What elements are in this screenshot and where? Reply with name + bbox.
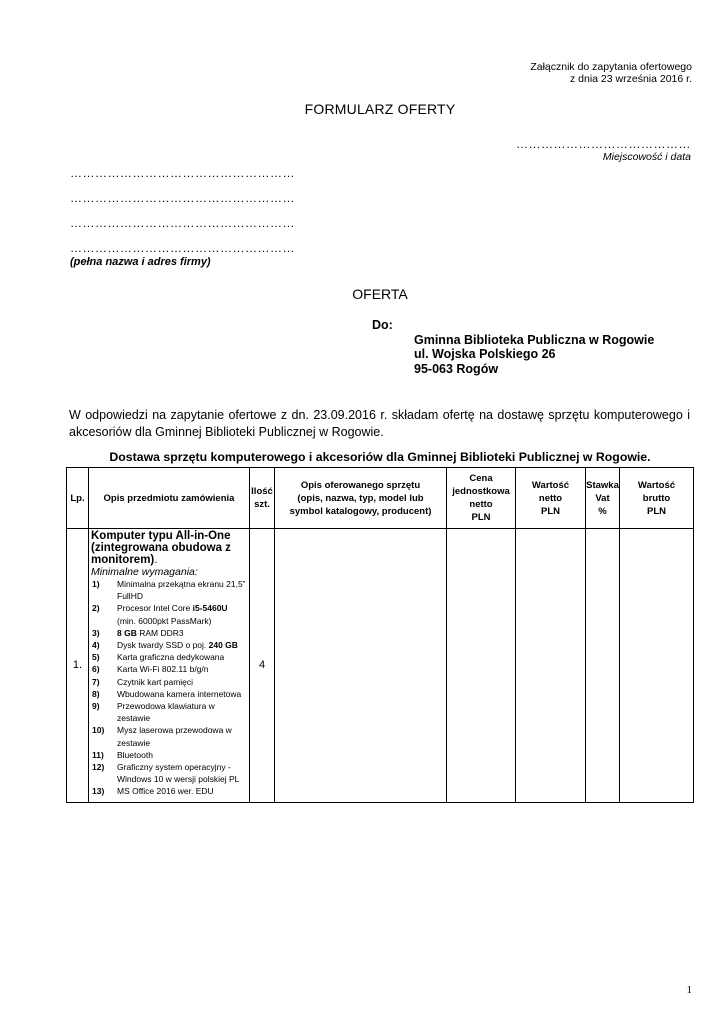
header-lp xyxy=(67,468,89,529)
header-unit-price xyxy=(447,468,516,529)
requirement-item xyxy=(91,578,248,602)
intro-paragraph: W odpowiedzi na zapytanie ofertowe z dn. 23.09.2016 r. składam ofertę na dostawę sprzętu komputerowego i akcesoriów dla Gminnej Biblioteki Publicznej w Rogowie. xyxy=(69,408,690,439)
requirement-text: MS Office 2016 wer. EDU xyxy=(117,786,214,797)
header-net-line-1: Wartość xyxy=(531,479,570,491)
header-description-text: Opis przedmiotu zamówienia xyxy=(103,492,235,504)
header-gross-line-3: PLN xyxy=(647,505,666,517)
header-offered-line-1: Opis oferowanego sprzętu xyxy=(300,479,421,491)
requirement-number: 7) xyxy=(92,676,100,687)
firm-line-4: ……………………………………………… xyxy=(70,241,295,255)
place-date-label: Miejscowość i data xyxy=(602,151,691,163)
recipient-label: Do: xyxy=(372,318,393,332)
header-description xyxy=(89,468,250,529)
table-row xyxy=(67,529,694,803)
requirement-number: 6) xyxy=(92,664,100,675)
requirement-number: 9) xyxy=(92,701,100,712)
requirement-item xyxy=(91,785,248,797)
row-description xyxy=(89,529,250,803)
annex-line-1: Załącznik do zapytania ofertowego xyxy=(530,61,692,73)
header-unit-line-1: Cena xyxy=(469,473,493,484)
table-title: Dostawa sprzętu komputerowego i akcesoriów dla Gminnej Biblioteki Publicznej w Rogowie. xyxy=(109,450,651,464)
requirement-text xyxy=(117,627,248,639)
offer-heading: OFERTA xyxy=(352,286,408,302)
requirement-item xyxy=(91,602,248,626)
requirement-text: Mysz laserowa przewodowa w zestawie xyxy=(117,725,232,748)
requirement-item xyxy=(91,651,248,663)
requirement-text-bold: 8 GB xyxy=(117,627,137,638)
recipient-name: Gminna Biblioteka Publiczna w Rogowie xyxy=(414,333,655,347)
requirement-text: Minimalna przekątna ekranu 21,5” FullHD xyxy=(117,579,246,602)
row-quantity: 4 xyxy=(250,529,275,803)
header-gross-line-2: brutto xyxy=(642,492,671,504)
firm-label: (pełna nazwa i adres firmy) xyxy=(70,256,211,268)
header-gross-value xyxy=(620,468,694,529)
header-vat-rate xyxy=(586,468,620,529)
requirement-text-part: Procesor Intel Core xyxy=(117,603,193,614)
requirement-number: 11) xyxy=(92,749,104,760)
annex-line-2: z dnia 23 września 2016 r. xyxy=(570,73,692,85)
header-vat-line-2: Vat xyxy=(595,492,610,504)
product-name-text: Komputer typu All-in-One (zintegrowana obudowa z monitorem) xyxy=(91,530,231,566)
firm-line-3: ……………………………………………… xyxy=(70,216,295,230)
requirement-number: 10) xyxy=(92,725,105,736)
row-vat-rate-cell[interactable] xyxy=(586,529,620,803)
header-gross-line-1: Wartość xyxy=(637,479,676,491)
requirement-number: 1) xyxy=(92,579,100,589)
requirements-list xyxy=(91,578,248,798)
header-quantity xyxy=(250,468,275,529)
requirement-text-part: RAM DDR3 xyxy=(136,627,184,638)
row-unit-price-cell[interactable] xyxy=(447,529,516,803)
header-quantity-line-1: Ilość xyxy=(251,486,273,497)
min-requirements-label: Minimalne wymagania: xyxy=(91,566,198,578)
requirement-text: Karta graficzna dedykowana xyxy=(117,652,225,663)
requirement-item xyxy=(91,700,248,724)
requirement-item xyxy=(91,627,248,639)
requirement-item xyxy=(91,749,248,761)
row-gross-value-cell[interactable] xyxy=(620,529,694,803)
requirement-text: Wbudowana kamera internetowa xyxy=(117,688,242,699)
firm-line-1: ……………………………………………… xyxy=(70,166,295,180)
row-lp: 1. xyxy=(67,529,89,803)
firm-line-2: ……………………………………………… xyxy=(70,191,295,205)
requirement-item xyxy=(91,761,248,785)
header-unit-line-2: jednostkowa xyxy=(452,486,510,497)
header-unit-line-4: PLN xyxy=(471,512,491,523)
requirement-number: 8) xyxy=(92,688,100,699)
requirement-text: Graficzny system operacyjny - Windows 10 w wersji polskiej PL xyxy=(117,762,240,785)
row-net-value-cell[interactable] xyxy=(516,529,586,803)
requirement-number: 4) xyxy=(92,640,100,651)
requirement-item xyxy=(91,639,248,651)
requirement-item xyxy=(91,688,248,700)
page-number: 1 xyxy=(686,984,692,996)
header-net-line-3: PLN xyxy=(541,505,560,517)
requirement-text: Karta Wi-Fi 802.11 b/g/n xyxy=(117,664,209,675)
recipient-city: 95-063 Rogów xyxy=(414,362,499,376)
header-unit-line-3: netto xyxy=(469,499,493,510)
form-title: FORMULARZ OFERTY xyxy=(304,101,456,117)
requirement-number: 12) xyxy=(92,762,105,773)
header-vat-line-1: Stawka xyxy=(586,479,619,491)
header-quantity-line-2: szt. xyxy=(254,499,270,510)
requirement-number: 5) xyxy=(92,652,100,663)
header-offered-line-2: (opis, nazwa, typ, model lub xyxy=(297,492,424,504)
product-name-suffix: . xyxy=(154,554,158,566)
requirement-text-part: (min. 6000pkt PassMark) xyxy=(117,615,212,626)
place-date-field: …………………………………… xyxy=(516,137,691,151)
header-vat-line-3: % xyxy=(598,505,607,517)
requirement-number: 13) xyxy=(92,786,105,797)
requirement-text-part: Dysk twardy SSD o poj. xyxy=(117,640,209,651)
header-offered-line-3: symbol katalogowy, producent) xyxy=(289,505,432,517)
header-offered-equipment xyxy=(275,468,447,529)
requirement-text: Przewodowa klawiatura w zestawie xyxy=(117,701,215,724)
requirement-text-bold: i5-5460U xyxy=(192,603,228,614)
header-lp-text: Lp. xyxy=(70,492,85,504)
requirement-number: 3) xyxy=(92,627,100,638)
recipient-street: ul. Wojska Polskiego 26 xyxy=(414,347,556,361)
offer-table xyxy=(66,467,694,803)
requirement-text-bold: 240 GB xyxy=(208,640,238,651)
requirement-item xyxy=(91,724,248,748)
header-net-line-2: netto xyxy=(538,492,563,504)
requirement-text xyxy=(117,639,248,651)
row-offered-equipment-cell[interactable] xyxy=(275,529,447,803)
requirement-text: Czytnik kart pamięci xyxy=(117,676,194,687)
product-name xyxy=(91,530,248,566)
requirement-item xyxy=(91,676,248,688)
annex-note xyxy=(530,61,692,85)
requirement-item xyxy=(91,663,248,675)
requirement-text: Bluetooth xyxy=(117,749,153,760)
requirement-text xyxy=(117,602,248,626)
table-header-row xyxy=(67,468,694,529)
requirement-number: 2) xyxy=(92,603,100,614)
header-net-value xyxy=(516,468,586,529)
